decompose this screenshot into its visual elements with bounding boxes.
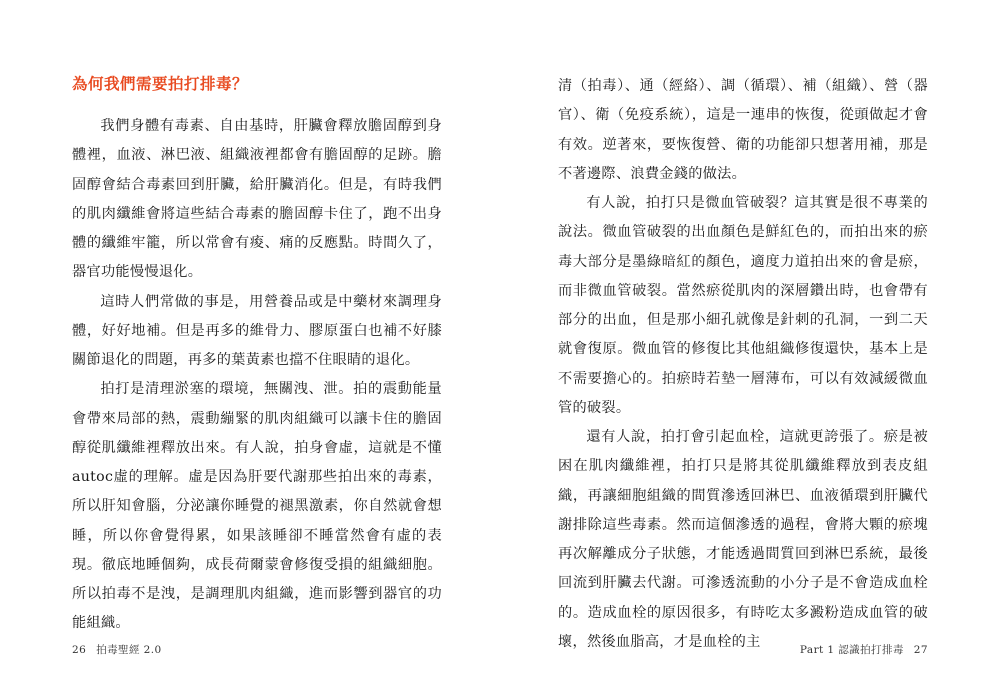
paragraph: 有人說，拍打只是微血管破裂？這其實是很不專業的說法。微血管破裂的出血顏色是鮮紅色的，而拍出來的瘀毒大部分是墨綠暗紅的顏色，適度力道拍出來的會是瘀，而非微血管破裂。當然瘀從肌肉的深層鑽出時，也會帶有部分的出血，但是那小細孔就像是針刺的孔洞，一到二天就會復原。微血管的修復比其他組織修復還快，基本上是不需要擔心的。拍瘀時若墊一層薄布，可以有效減緩微血管的破裂。 — [558, 195, 928, 416]
paragraph: 這時人們常做的事是，用營養品或是中藥材來調理身體，好好地補。但是再多的維骨力、膠原蛋白也補不好膝關節退化的問題，再多的葉黃素也擋不住眼睛的退化。 — [72, 293, 442, 368]
section-heading: 為何我們需要拍打排毒？ — [72, 75, 249, 93]
right-page-body — [558, 72, 928, 657]
right-page — [500, 0, 1000, 697]
left-page-footer — [72, 642, 162, 657]
paragraph: 清（拍毒）、通（經絡）、調（循環）、補（組織）、營（器官）、衛（免疫系統），這是一連串的恢復，從頭做起才會有效。逆著來，要恢復營、衛的功能卻只想著用補，那是不著邊際、浪費金錢的做法。 — [558, 78, 928, 182]
page-number: 26 — [72, 644, 87, 656]
running-head: Part 1 認識拍打排毒 — [799, 644, 904, 656]
paragraph: 我們身體有毒素、自由基時，肝臟會釋放膽固醇到身體裡，血液、淋巴液、組織液裡都會有膽固醇的足跡。膽固醇會結合毒素回到肝臟，給肝臟消化。但是，有時我們的肌肉纖維會將這些結合毒素的膽固醇卡住了，跑不出身體的纖維牢籠，所以常會有痠、痛的反應點。時間久了，器官功能慢慢退化。 — [72, 118, 442, 281]
paragraph: 拍打是清理淤塞的環境，無關洩、泄。拍的震動能量會帶來局部的熱，震動繃緊的肌肉組織可以讓卡住的膽固醇從肌纖維裡釋放出來。有人說，拍身會虛，這就是不懂autoc虛的理解。虛是因為肝要代謝那些拍出來的毒素，所以肝知會腦，分泌讓你睡覺的褪黑激素，你自然就會想睡，所以你會覺得累，如果該睡卻不睡當然會有虛的表現。徹底地睡個夠，成長荷爾蒙會修復受損的組織細胞。所以拍毒不是洩，是調理肌肉組織，進而影響到器官的功能組織。 — [72, 381, 442, 632]
running-head: 拍毒聖經 2.0 — [96, 644, 162, 656]
page-number: 27 — [913, 644, 928, 656]
right-page-footer — [800, 642, 928, 657]
left-page-body — [72, 112, 442, 639]
paragraph: 還有人說，拍打會引起血栓，這就更誇張了。瘀是被困在肌肉纖維裡，拍打只是將其從肌纖維釋放到表皮組織，再讓細胞組織的間質滲透回淋巴、血液循環到肝臟代謝排除這些毒素。然而這個滲透的過程，會將大顆的瘀塊再次解離成分子狀態，才能透過間質回到淋巴系統，最後回流到肝臟去代謝。可滲透流動的小分子是不會造成血栓的。造成血栓的原因很多，有時吃太多澱粉造成血管的破壞，然後血脂高，才是血栓的主 — [558, 429, 928, 650]
